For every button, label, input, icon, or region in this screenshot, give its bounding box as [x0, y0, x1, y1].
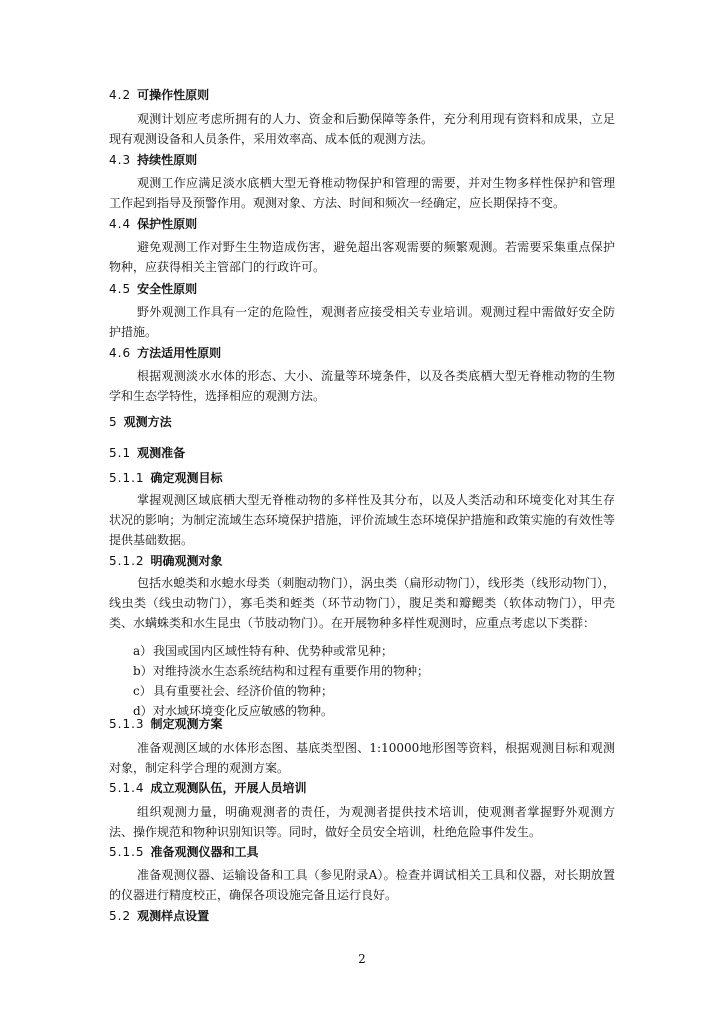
- list-marker: b）: [133, 664, 153, 678]
- heading-5-1-3: [109, 716, 223, 732]
- heading-4-3: [109, 152, 197, 168]
- section-title: 安全性原则: [137, 282, 198, 296]
- section-number: 5.1.2: [109, 554, 145, 568]
- heading-5: [109, 414, 172, 430]
- paragraph-5-1-3: 准备观测区域的水体形态图、基底类型图、1:10000地形图等资料，根据观测目标和观测对象，制定科学合理的观测方案。: [109, 741, 615, 775]
- section-number: 4.2: [109, 88, 132, 102]
- list-item: [133, 643, 393, 659]
- heading-4-2: [109, 87, 209, 103]
- list-item-text: 对水域环境变化反应敏感的物种。: [153, 704, 334, 718]
- section-title: 观测方法: [123, 415, 172, 429]
- section-title: 方法适用性原则: [137, 346, 222, 360]
- list-marker: d）: [133, 704, 153, 718]
- list-item: [133, 663, 429, 679]
- list-item-text: 具有重要社会、经济价值的物种；: [153, 684, 334, 698]
- paragraph-4-5: 野外观测工作具有一定的危险性，观测者应接受相关专业培训。观测过程中需做好安全防护措施。: [109, 305, 615, 339]
- paragraph-4-4: 避免观测工作对野生生物造成伤害，避免超出客观需要的频繁观测。若需要采集重点保护物种，应获得相关主管部门的行政许可。: [109, 240, 615, 274]
- section-number: 4.6: [109, 346, 132, 360]
- list-item-text: 我国或国内区域性特有种、优势种或常见种；: [153, 644, 394, 658]
- section-title: 准备观测仪器和工具: [150, 845, 259, 859]
- paragraph-4-3: 观测工作应满足淡水底栖大型无脊椎动物保护和管理的需要，并对生物多样性保护和管理工作起到指导及预警作用。观测对象、方法、时间和频次一经确定，应长期保持不变。: [109, 176, 615, 210]
- paragraph-4-6: 根据观测淡水水体的形态、大小、流量等环境条件，以及各类底栖大型无脊椎动物的生物学和生态学特性，选择相应的观测方法。: [109, 369, 615, 403]
- section-number: 5.1: [109, 446, 132, 460]
- section-title: 持续性原则: [137, 153, 198, 167]
- paragraph-5-1-1: 掌握观测区域底栖大型无脊椎动物的多样性及其分布，以及人类活动和环境变化对其生存状况的影响；为制定流域生态环境保护措施，评价流域生态环境保护措施和政策实施的有效性等提供基础数据。: [109, 493, 615, 547]
- heading-4-5: [109, 281, 197, 297]
- heading-5-1-5: [109, 844, 259, 860]
- section-title: 保护性原则: [137, 217, 198, 231]
- paragraph-5-1-2: 包括水螅类和水螅水母类（刺胞动物门），涡虫类（扁形动物门），线形类（线形动物门），线虫类（线虫动物门），寡毛类和蛭类（环节动物门），腹足类和瓣鳃类（软体动物门），甲壳类、水螨蛛类和水生昆虫（节肢动物门）。在开展物种多样性观测时，应重点考虑以下类群：: [109, 576, 615, 630]
- section-title: 观测样点设置: [137, 909, 210, 923]
- paragraph-4-2: 观测计划应考虑所拥有的人力、资金和后勤保障等条件，充分利用现有资料和成果，立足现有观测设备和人员条件，采用效率高、成本低的观测方法。: [109, 112, 615, 146]
- heading-4-4: [109, 216, 197, 232]
- section-title: 观测准备: [137, 446, 186, 460]
- heading-5-2: [109, 908, 209, 924]
- list-item: [133, 683, 333, 699]
- list-marker: a）: [133, 644, 153, 658]
- section-number: 5.1.3: [109, 717, 145, 731]
- section-title: 可操作性原则: [137, 88, 210, 102]
- heading-5-1: [109, 445, 185, 461]
- section-title: 确定观测目标: [150, 471, 223, 485]
- section-title: 成立观测队伍，开展人员培训: [150, 781, 307, 795]
- paragraph-5-1-4: 组织观测力量，明确观测者的责任，为观测者提供技术培训，使观测者掌握野外观测方法、操作规范和物种识别知识等。同时，做好全员安全培训，杜绝危险事件发生。: [109, 805, 615, 839]
- heading-4-6: [109, 345, 221, 361]
- paragraph-5-1-5: 准备观测仪器、运输设备和工具（参见附录A）。检查并调试相关工具和仪器，对长期放置的仪器进行精度校正，确保各项设施完备且运行良好。: [109, 868, 615, 902]
- heading-5-1-2: [109, 553, 223, 569]
- section-number: 5.2: [109, 909, 132, 923]
- section-title: 制定观测方案: [150, 717, 223, 731]
- list-item-text: 对维持淡水生态系统结构和过程有重要作用的物种；: [153, 664, 430, 678]
- section-number: 4.5: [109, 282, 132, 296]
- section-number: 4.3: [109, 153, 132, 167]
- section-number: 5.1.1: [109, 471, 145, 485]
- section-number: 4.4: [109, 217, 132, 231]
- list-marker: c）: [133, 684, 152, 698]
- heading-5-1-1: [109, 470, 223, 486]
- section-number: 5: [109, 415, 118, 429]
- section-number: 5.1.5: [109, 845, 145, 859]
- heading-5-1-4: [109, 780, 307, 796]
- section-title: 明确观测对象: [150, 554, 223, 568]
- page-number: 2: [358, 952, 366, 966]
- section-number: 5.1.4: [109, 781, 145, 795]
